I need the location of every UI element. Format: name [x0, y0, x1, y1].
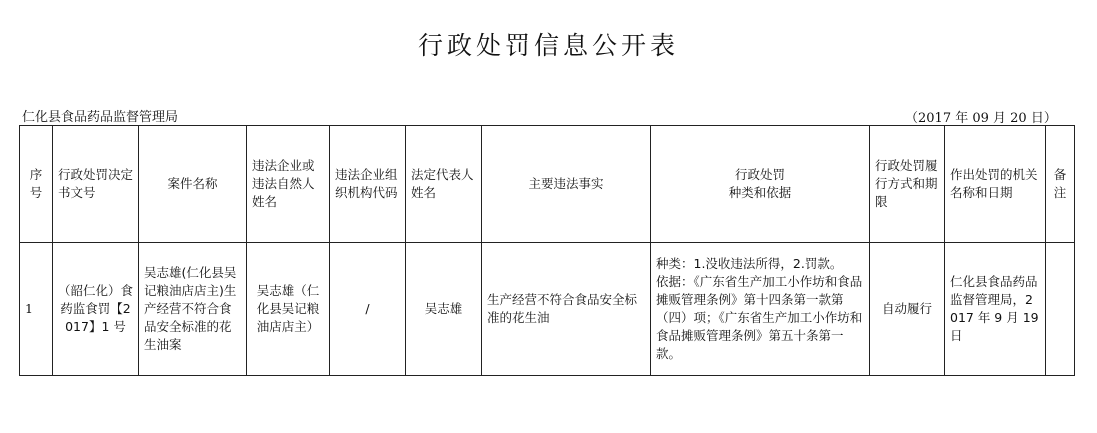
header-execution: 行政处罚履行方式和期限	[870, 126, 945, 243]
table-row	[20, 243, 1075, 376]
cell-facts: 生产经营不符合食品安全标准的花生油	[482, 243, 651, 376]
publish-date: （2017 年 09 月 20 日）	[905, 111, 1057, 126]
cell-seq: 1	[20, 243, 53, 376]
cell-legal-rep: 吴志雄	[406, 243, 482, 376]
header-facts: 主要违法事实	[482, 126, 651, 243]
header-offender: 违法企业或违法自然人姓名	[247, 126, 330, 243]
header-case-name: 案件名称	[139, 126, 247, 243]
cell-doc-no: （韶仁化）食药监食罚【2017】1 号	[53, 243, 139, 376]
penalty-table	[19, 125, 1075, 376]
cell-offender: 吴志雄（仁化县吴记粮油店店主）	[247, 243, 330, 376]
header-doc-no: 行政处罚决定书文号	[53, 126, 139, 243]
header-penalty-line2: 种类和依据	[728, 185, 792, 200]
header-org-code: 违法企业组织机构代码	[330, 126, 406, 243]
table-header-row	[20, 126, 1075, 243]
cell-penalty	[651, 243, 870, 376]
cell-penalty-type: 种类：1.没收违法所得，2.罚款。	[656, 256, 843, 271]
header-legal-rep: 法定代表人姓名	[406, 126, 482, 243]
header-penalty-line1: 行政处罚	[734, 167, 785, 182]
header-remark: 备注	[1046, 126, 1075, 243]
cell-penalty-basis: 依据：《广东省生产加工小作坊和食品摊贩管理条例》第十四条第一款第（四）项；《广东省生产加工小作坊和食品摊贩管理条例》第五十条第一款。	[656, 274, 863, 361]
cell-case-name: 吴志雄(仁化县吴记粮油店店主)生产经营不符合食品安全标准的花生油案	[139, 243, 247, 376]
cell-org-code: /	[330, 243, 406, 376]
header-authority: 作出处罚的机关名称和日期	[945, 126, 1046, 243]
page-title: 行政处罚信息公开表	[417, 31, 679, 60]
header-penalty	[651, 126, 870, 243]
cell-execution: 自动履行	[870, 243, 945, 376]
cell-remark	[1046, 243, 1075, 376]
header-seq: 序号	[20, 126, 53, 243]
agency-name: 仁化县食品药品监督管理局	[22, 110, 179, 125]
cell-authority: 仁化县食品药品监督管理局，2017 年 9 月 19 日	[945, 243, 1046, 376]
